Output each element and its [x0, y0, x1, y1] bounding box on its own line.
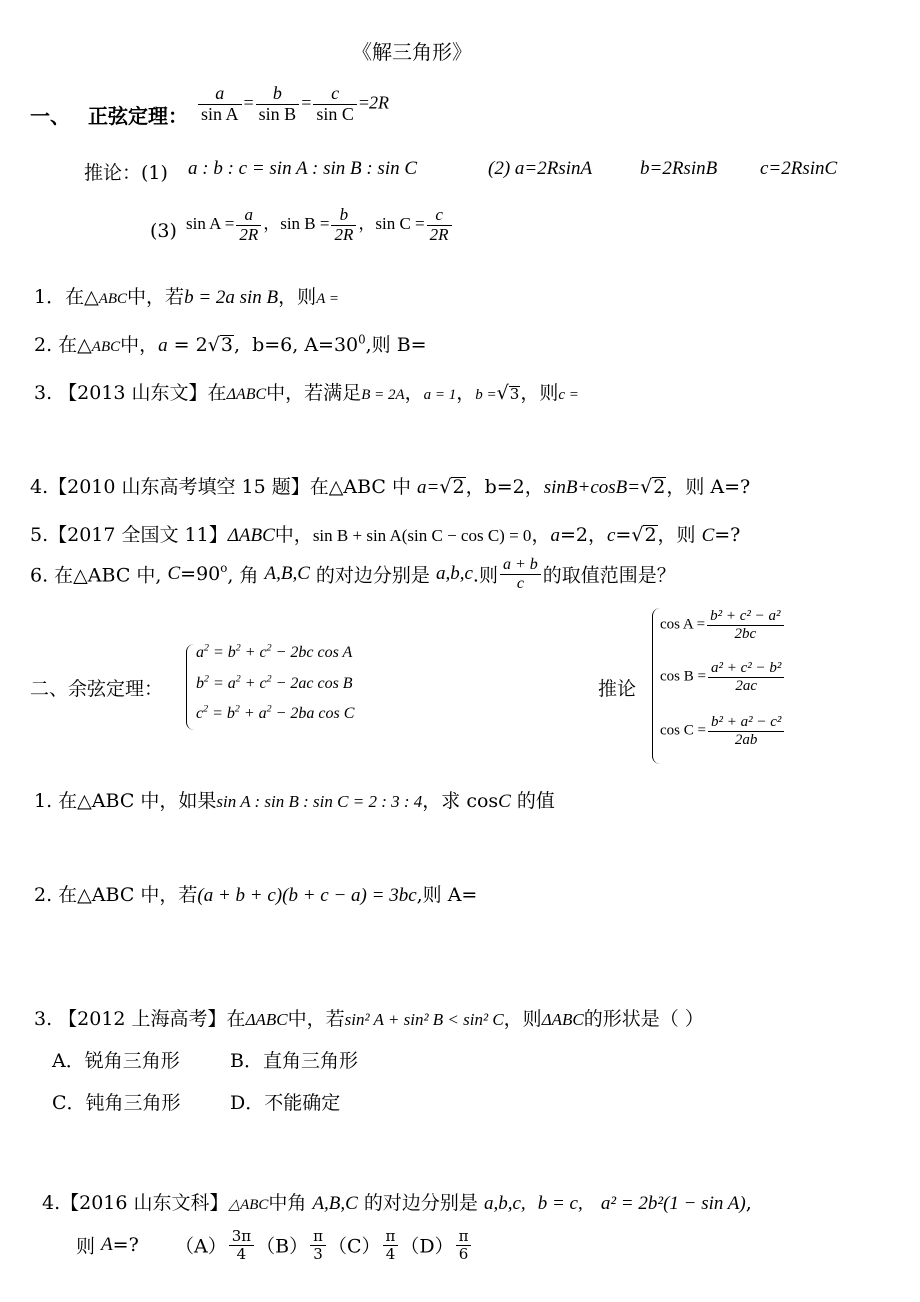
frac-num: π [458, 1227, 469, 1245]
cosine-eq-1: $a^2 = b^2 + c^2 - 2bc$ cos A [196, 642, 353, 661]
frac-c: c [331, 83, 340, 103]
q-text: 2. 在△ABC 中，若 [34, 884, 198, 906]
section-1-label: 一、 [30, 104, 70, 128]
page-title: 《解三角形》 [352, 40, 472, 64]
q-text: b=6, A=30 [252, 334, 359, 356]
corollary-2c: c=2RsinC [760, 158, 838, 179]
frac-num: 3π [231, 1227, 252, 1245]
q-text: 的对边分别是 [357, 1192, 484, 1214]
q-abc: a,b,c, [483, 1193, 526, 1214]
q-text: ,则 B= [365, 334, 427, 356]
q-text: 2. 在△ [34, 334, 92, 356]
q-text: 6. 在△ABC 中, [30, 564, 168, 587]
q-abc: ABC [91, 339, 121, 355]
q-C: C [701, 525, 715, 546]
option-d[interactable]: D．不能确定 [230, 1092, 341, 1114]
c3-sinA: sin A = [186, 214, 235, 234]
q-text: 的形状是（ ） [583, 1008, 704, 1030]
q-abc: a,b,c [435, 563, 473, 585]
q-eq: b = c, [537, 1193, 583, 1214]
q-text: 的对边分别是 [309, 564, 436, 587]
q-eq: sin A : sin B : sin C = 2 : 3 : 4 [216, 792, 423, 811]
eq-sign: = [358, 92, 370, 113]
c3-2r: 2R [236, 225, 261, 245]
q-text: 中， [274, 524, 313, 546]
q-text: =90 [180, 563, 221, 586]
eq-sign: = [301, 92, 312, 113]
q-text: ， [531, 524, 551, 546]
sqrt-3: 3 [220, 334, 233, 356]
q-text: 4.【2016 山东文科】 [42, 1192, 229, 1214]
corollary-label: 推论：(1) [84, 162, 168, 184]
q-a: A = [316, 291, 339, 307]
q-c: C [167, 563, 181, 585]
q-abc: △ABC [228, 1197, 269, 1213]
q-c: c [606, 525, 616, 546]
s1-question-5: 5.【2017 全国文 11】ΔABC中，sin B + sin A(sin C − cos C) = 0，a=2，c=√2，则 C=? [30, 524, 741, 546]
corollary-1: a : b : c = sin A : sin B : sin C [188, 158, 418, 179]
corollary-2b: b=2RsinB [640, 158, 718, 179]
section-1-name: 正弦定理： [88, 104, 188, 128]
q-text: 中，若满足 [266, 382, 362, 404]
q-A: A [101, 1234, 113, 1255]
section-2-label: 二、余弦定理： [30, 678, 164, 700]
q-text: , [745, 1192, 752, 1214]
q-text: ,则 A= [416, 884, 478, 906]
cos-label: cos B = [660, 668, 706, 685]
q-deg: o [220, 560, 228, 575]
frac-den: 4 [229, 1245, 254, 1263]
q-a: a [550, 525, 560, 546]
s1-question-6 [30, 556, 676, 592]
cosA-formula [660, 608, 786, 642]
option-c[interactable]: C．钝角三角形 [52, 1092, 181, 1114]
q-text: 中，若 [127, 286, 185, 308]
q-text: =? [714, 524, 741, 546]
frac-sinB: sin B [256, 104, 300, 125]
s1-question-2: 2. 在△ABC中，a = 2√3, b=6, $A=30^0$,则 B= [34, 332, 427, 356]
q-text: 中角 [268, 1192, 313, 1214]
q-deg: 0 [358, 332, 366, 347]
q-abc: A,B,C [264, 563, 310, 585]
q-text: 中，若 [287, 1008, 345, 1030]
option-b[interactable]: B．直角三角形 [230, 1050, 358, 1072]
frac-den: 3 [310, 1245, 326, 1263]
c3-comma: ， [358, 214, 376, 234]
q-eq: b = 2a sin B [184, 287, 279, 308]
q-abc: ΔABC [227, 525, 275, 546]
q-text: 3. 【2012 上海高考】在 [34, 1008, 246, 1030]
q-abc: ABC [98, 291, 128, 307]
q-text: 中， [120, 334, 159, 356]
cosC-formula [660, 714, 786, 748]
option-a[interactable]: A．锐角三角形 [52, 1050, 180, 1072]
q-text: =2， [559, 524, 607, 546]
s1-question-3: 3. 【2013 山东文】在ΔABC中，若满足B = 2A，a = 1，b =√3，则c = [34, 382, 579, 404]
q-text: ，则 [657, 524, 702, 546]
s2-question-2 [34, 880, 477, 907]
q-eq: (a + b + c)(b + c − a) = 3bc [197, 885, 417, 906]
q-text: 1. 在△ABC 中，如果 [34, 790, 217, 812]
q-text: .则 [472, 564, 498, 587]
q-c: c = [558, 387, 579, 403]
q-text: 5.【2017 全国文 11】 [30, 524, 228, 546]
sine-law-formula [196, 84, 389, 125]
two-r: 2R [369, 92, 390, 113]
s2-question-4 [42, 1188, 752, 1215]
sqrt-2: 2 [452, 476, 465, 498]
q-text: 3. 【2013 山东文】在 [34, 382, 227, 404]
s2-question-1 [34, 786, 555, 813]
cosine-brace [186, 644, 195, 730]
q-text: 的取值范围是？ [542, 564, 676, 587]
corollary-2a: (2) a=2RsinA [488, 158, 593, 179]
cosine-eq-2: $b^2 = a^2 + c^2 - 2ac$ cos B [196, 673, 353, 692]
q-eq: B = 2A [361, 387, 405, 403]
q-eq: sin B + sin A(sin C − cos C) = 0 [312, 526, 532, 545]
q-text: 则 [76, 1235, 102, 1258]
cosine-eq-3: $c^2 = b^2 + a^2 - 2ba$ cos C [196, 703, 355, 722]
s1-question-1 [34, 282, 339, 309]
frac-den: 4 [383, 1245, 399, 1263]
q-a: a= [417, 477, 440, 498]
q-abc: A,B,C [312, 1193, 358, 1214]
c3-b: b [339, 205, 349, 224]
frac-den: 2ab [708, 731, 784, 749]
q-eq: a² = 2b²(1 − sin A) [600, 1193, 746, 1214]
cos-label: cos C = [660, 722, 706, 739]
c3-sinC: sin C = [375, 214, 425, 234]
q-text: ，则 A=? [666, 476, 751, 498]
q-eq: sin² A + sin² B < sin² C [344, 1010, 504, 1029]
q-text: = [615, 524, 632, 546]
option-a[interactable]: （A） [175, 1235, 227, 1258]
c3-comma: ， [263, 214, 281, 234]
q-abc: ΔABC [226, 386, 267, 403]
frac-num: a + b [502, 556, 538, 573]
frac-num: π [385, 1227, 396, 1245]
frac-num: b² + a² − c² [710, 714, 782, 730]
option-c[interactable]: （C） [327, 1235, 381, 1258]
c3-a: a [244, 205, 254, 224]
q-C: C [498, 791, 511, 812]
q-text: , 角 [227, 564, 265, 587]
q-text: =? [112, 1234, 139, 1256]
q-eq: sinB+cosB= [543, 477, 641, 498]
q-eq: b = [475, 387, 497, 403]
q-text: ，则 [278, 286, 317, 308]
q-text: ，求 cos [422, 790, 499, 812]
option-b[interactable]: （B） [256, 1235, 309, 1258]
c3-sinB: sin B = [280, 214, 330, 234]
q-a: a [158, 335, 168, 356]
option-d[interactable]: （D） [400, 1235, 454, 1258]
frac-den: 2ac [708, 677, 784, 695]
corollary-3 [186, 206, 454, 244]
q-abc: ΔABC [541, 1010, 584, 1029]
cos-label: cos A = [660, 616, 706, 633]
frac-a: a [215, 83, 225, 103]
q-text: 4.【2010 山东高考填空 15 题】在△ABC 中 [30, 476, 418, 498]
q-text: ，b=2， [465, 476, 544, 498]
corollary-3-label: (3) [150, 220, 177, 242]
cosine-corollary-label: 推论 [598, 678, 637, 700]
c3-2r: 2R [331, 225, 356, 245]
frac-den: 6 [456, 1245, 472, 1263]
frac-b: b [272, 83, 282, 103]
s1-question-4: 4.【2010 山东高考填空 15 题】在△ABC 中 a=√2，b=2，sinB+cosB=√2，则 A=? [30, 476, 751, 498]
sqrt-2: 2 [644, 524, 657, 546]
frac-sinA: sin A [198, 104, 242, 125]
q-text: ，则 [503, 1008, 542, 1030]
frac-sinC: sin C [313, 104, 357, 125]
q-text: 的值 [510, 790, 555, 812]
eq-sign: = [243, 92, 254, 113]
sqrt-2: 2 [653, 476, 666, 498]
frac-den: 2bc [707, 625, 783, 643]
frac-num: b² + c² − a² [710, 608, 781, 624]
q-text: ，则 [520, 382, 559, 404]
c3-2r: 2R [427, 225, 452, 245]
s2-question-4-options [76, 1228, 473, 1262]
frac-den: c [500, 574, 541, 593]
sqrt-3: 3 [509, 385, 520, 403]
frac-num: a² + c² − b² [710, 660, 782, 676]
q-eq: a = 1 [423, 387, 457, 403]
cosB-formula [660, 660, 786, 694]
c3-c: c [435, 205, 443, 224]
s2-question-3 [34, 1004, 704, 1031]
frac-num: π [313, 1227, 323, 1245]
q-text: 1．在△ [34, 286, 99, 308]
q-abc: ΔABC [245, 1010, 288, 1029]
